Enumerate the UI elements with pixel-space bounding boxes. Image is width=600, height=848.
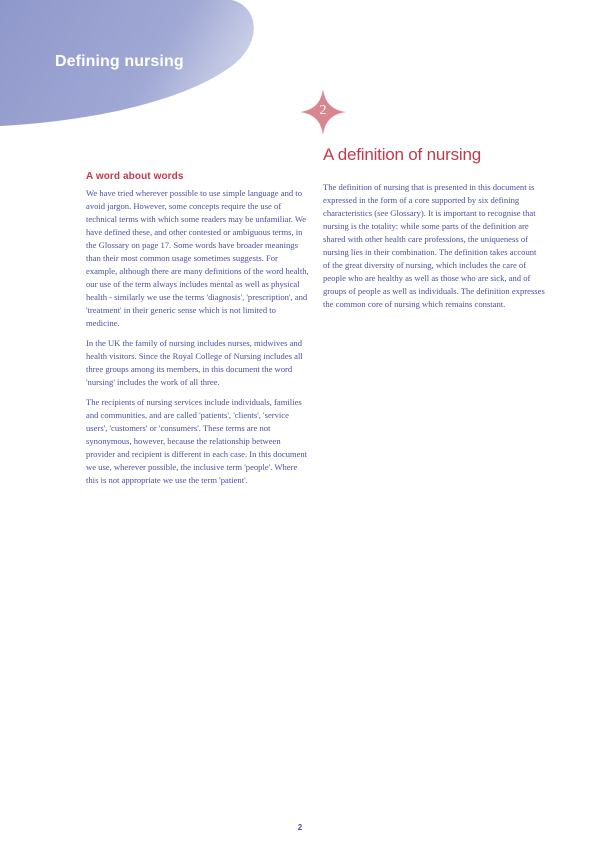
right-column — [323, 145, 545, 318]
body-paragraph: The recipients of nursing services include individuals, families and communities, and are called 'patients', 'clients', 'service users', 'customers' or 'consumers'. These terms are not synonymous, however, because the relationship between provider and recipient is different in each case. In this document we use, wherever possible, the inclusive term 'people'. Where this is not appropriate we use the term 'patient'. — [86, 397, 308, 485]
definition-heading: A definition of nursing — [323, 145, 481, 164]
body-paragraph: We have tried wherever possible to use simple language and to avoid jargon. However, some concepts require the use of technical terms with which some readers may be unfamiliar. We have defined these, and other contested or ambiguous terms, in the Glossary on page 17. Some words have broader meanings than their most common usage sometimes suggests. For example, although there are many definitions of the word health, our use of the term always includes mental as well as physical health - similarly we use the terms 'diagnosis', 'prescription', and 'treatment' in their generic sense which is not limited to medicine. — [86, 188, 309, 328]
section-title: Defining nursing — [55, 53, 184, 70]
body-paragraph: In the UK the family of nursing includes nurses, midwives and health visitors. Since the Royal College of Nursing includes all three groups among its members, in this document the word 'nursing' includes the work of all three. — [86, 338, 303, 387]
word-about-words-heading: A word about words — [86, 171, 184, 182]
chapter-number: 2 — [319, 103, 327, 118]
body-paragraph: The definition of nursing that is presented in this document is expressed in the form of a core supported by six defining characteristics (see Glossary). It is important to recognise that nursing is the totality: while some parts of the definition are shared with other health care professions, the uniqueness of nursing lies in their combination. The definition takes account of the great diversity of nursing, which includes the care of people who are healthy as well as those who are sick, and of groups of people as well as individuals. The definition expresses the common core of nursing which remains constant. — [323, 182, 545, 309]
page-number: 2 — [297, 823, 303, 832]
left-column — [86, 171, 310, 494]
